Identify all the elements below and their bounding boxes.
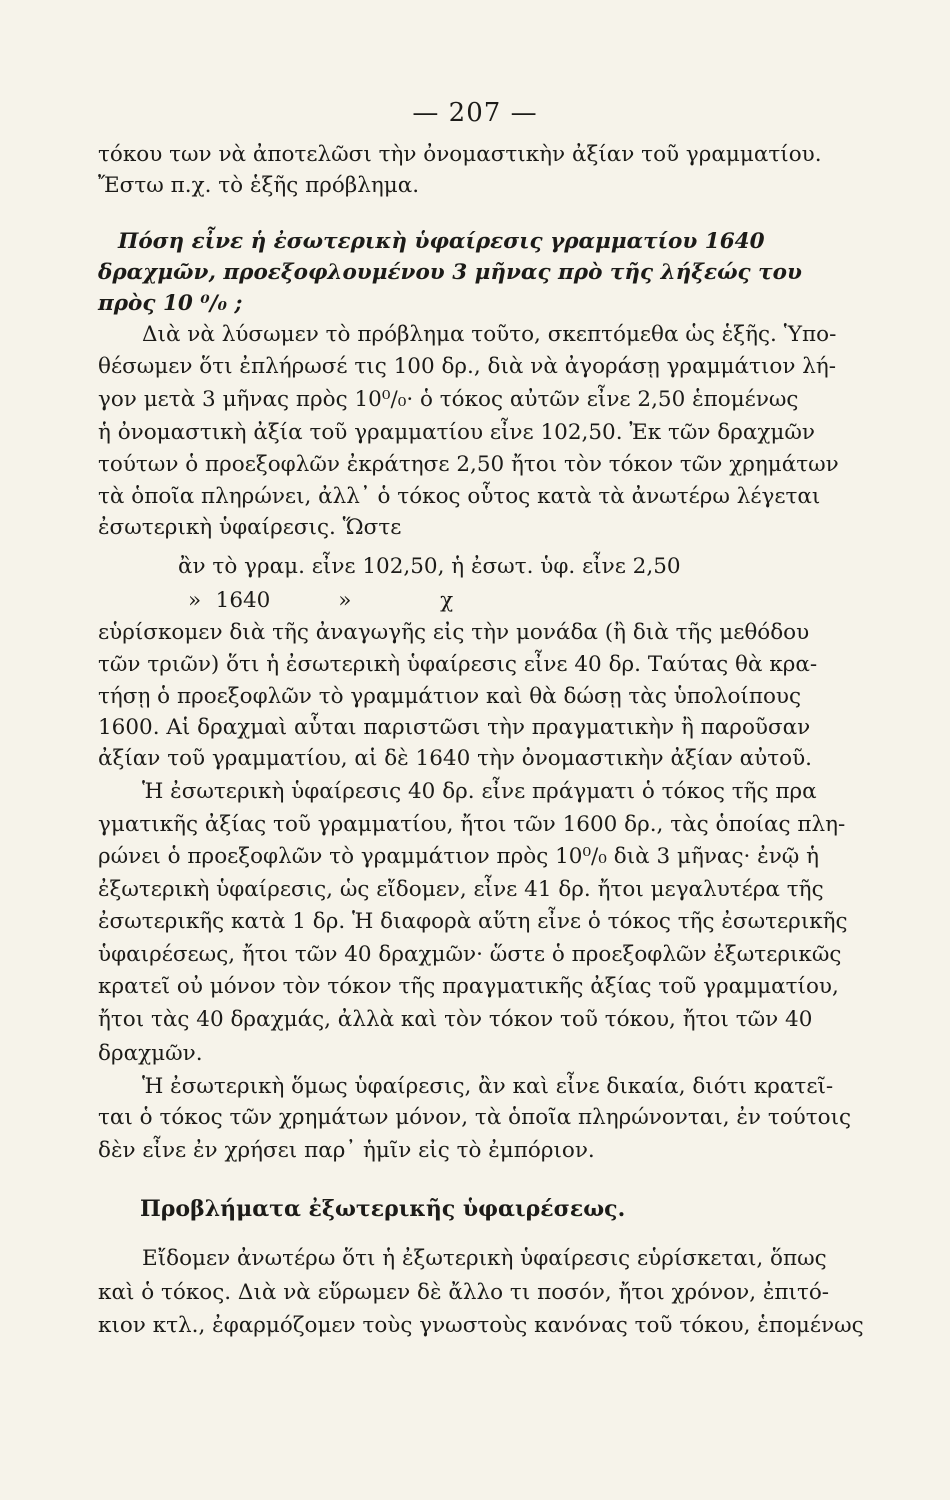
- text-line: κιον κτλ., ἐφαρμόζομεν τοὺς γνωστοὺς κανόνας τοῦ τόκου, ἑπομένως: [98, 1313, 864, 1338]
- text-line: ἡ ὀνομαστικὴ ἀξία τοῦ γραμματίου εἶνε 102,50. Ἐκ τῶν δραχμῶν: [98, 420, 816, 445]
- page-number: — 207 —: [412, 98, 538, 128]
- text-line: ὑφαιρέσεως, ἤτοι τῶν 40 δραχμῶν· ὥστε ὁ προεξοφλῶν ἐξωτερικῶς: [98, 942, 842, 967]
- text-line: ἀξίαν τοῦ γραμματίου, αἱ δὲ 1640 τὴν ὀνομαστικὴν ἀξίαν αὐτοῦ.: [98, 746, 812, 771]
- text-line: ἐσωτερικῆς κατὰ 1 δρ. Ἡ διαφορὰ αὕτη εἶνε ὁ τόκος τῆς ἐσωτερικῆς: [98, 909, 848, 934]
- text-line: κρατεῖ οὐ μόνον τὸν τόκον τῆς πραγματικῆς ἀξίας τοῦ γραμματίου,: [98, 974, 839, 999]
- text-line: 1600. Αἱ δραχμαὶ αὗται παριστῶσι τὴν πραγματικὴν ἢ παροῦσαν: [98, 715, 811, 740]
- problem-line: Πόση εἶνε ἡ ἐσωτερικὴ ὑφαίρεσις γραμματίου 1640: [118, 229, 765, 254]
- text-line: καὶ ὁ τόκος. Διὰ νὰ εὕρωμεν δὲ ἄλλο τι ποσόν, ἤτοι χρόνον, ἐπιτό-: [98, 1280, 830, 1305]
- text-line: δὲν εἶνε ἐν χρήσει παρ᾿ ἡμῖν εἰς τὸ ἐμπόριον.: [98, 1138, 595, 1163]
- proportion-value: 1640: [215, 588, 271, 613]
- text-line: γον μετὰ 3 μῆνας πρὸς 10⁰/₀· ὁ τόκος αὐτῶν εἶνε 2,50 ἑπομένως: [98, 387, 799, 412]
- text-line: τήσῃ ὁ προεξοφλῶν τὸ γραμμάτιον καὶ θὰ δώσῃ τὰς ὑπολοίπους: [98, 684, 802, 709]
- text-line: Ἡ ἐσωτερικὴ ὑφαίρεσις 40 δρ. εἶνε πράγματι ὁ τόκος τῆς πρα: [142, 779, 817, 804]
- text-line: Εἴδομεν ἀνωτέρω ὅτι ἡ ἐξωτερικὴ ὑφαίρεσις εὑρίσκεται, ὅπως: [142, 1246, 827, 1271]
- text-line: τούτων ὁ προεξοφλῶν ἐκράτησε 2,50 ἤτοι τὸν τόκον τῶν χρημάτων: [98, 452, 839, 477]
- text-line: τῶν τριῶν) ὅτι ἡ ἐσωτερικὴ ὑφαίρεσις εἶνε 40 δρ. Ταύτας θὰ κρα-: [98, 652, 818, 677]
- text-line: Διὰ νὰ λύσωμεν τὸ πρόβλημα τοῦτο, σκεπτόμεθα ὡς ἑξῆς. Ὑπο-: [142, 322, 837, 347]
- problem-line: πρὸς 10 ⁰/₀ ;: [98, 291, 243, 316]
- text-line: Ἡ ἐσωτερικὴ ὅμως ὑφαίρεσις, ἂν καὶ εἶνε δικαία, διότι κρατεῖ-: [142, 1074, 834, 1099]
- text-line: γματικῆς ἀξίας τοῦ γραμματίου, ἤτοι τῶν 1600 δρ., τὰς ὁποίας πλη-: [98, 812, 846, 837]
- text-line: ἐσωτερικὴ ὑφαίρεσις. Ὥστε: [98, 515, 402, 540]
- ditto-mark: »: [188, 588, 202, 613]
- text-line: δραχμῶν.: [98, 1041, 203, 1066]
- text-line: ἐξωτερικὴ ὑφαίρεσις, ὡς εἴδομεν, εἶνε 41 δρ. ἤτοι μεγαλυτέρα τῆς: [98, 877, 824, 902]
- text-line: τόκου των νὰ ἀποτελῶσι τὴν ὀνομαστικὴν ἀξίαν τοῦ γραμματίου.: [98, 142, 822, 167]
- text-line: Ἔστω π.χ. τὸ ἑξῆς πρόβλημα.: [98, 173, 420, 198]
- proportion-line-2: [188, 586, 482, 616]
- text-line: θέσωμεν ὅτι ἐπλήρωσέ τις 100 δρ., διὰ νὰ ἀγοράσῃ γραμμάτιον λή-: [98, 354, 836, 379]
- unknown-variable: χ: [440, 588, 454, 613]
- text-line: ται ὁ τόκος τῶν χρημάτων μόνον, τὰ ὁποῖα πληρώνονται, ἐν τούτοις: [98, 1105, 852, 1130]
- problem-line: δραχμῶν, προεξοφλουμένου 3 μῆνας πρὸ τῆς λήξεώς του: [98, 260, 802, 285]
- text-line: ἤτοι τὰς 40 δραχμάς, ἀλλὰ καὶ τὸν τόκον τοῦ τόκου, ἤτοι τῶν 40: [98, 1007, 813, 1032]
- text-line: τὰ ὁποῖα πληρώνει, ἀλλ᾿ ὁ τόκος οὗτος κατὰ τὰ ἀνωτέρω λέγεται: [98, 484, 821, 509]
- section-heading: Προβλήματα ἐξωτερικῆς ὑφαιρέσεως.: [140, 1196, 626, 1222]
- text-line: ρώνει ὁ προεξοφλῶν τὸ γραμμάτιον πρὸς 10⁰/₀ διὰ 3 μῆνας· ἐνῷ ἡ: [98, 844, 820, 869]
- proportion-line-1: ἂν τὸ γραμ. εἶνε 102,50, ἡ ἐσωτ. ὑφ. εἶνε 2,50: [178, 554, 681, 579]
- ditto-mark: »: [338, 588, 352, 613]
- text-line: εὑρίσκομεν διὰ τῆς ἀναγωγῆς εἰς τὴν μονάδα (ἢ διὰ τῆς μεθόδου: [98, 620, 810, 645]
